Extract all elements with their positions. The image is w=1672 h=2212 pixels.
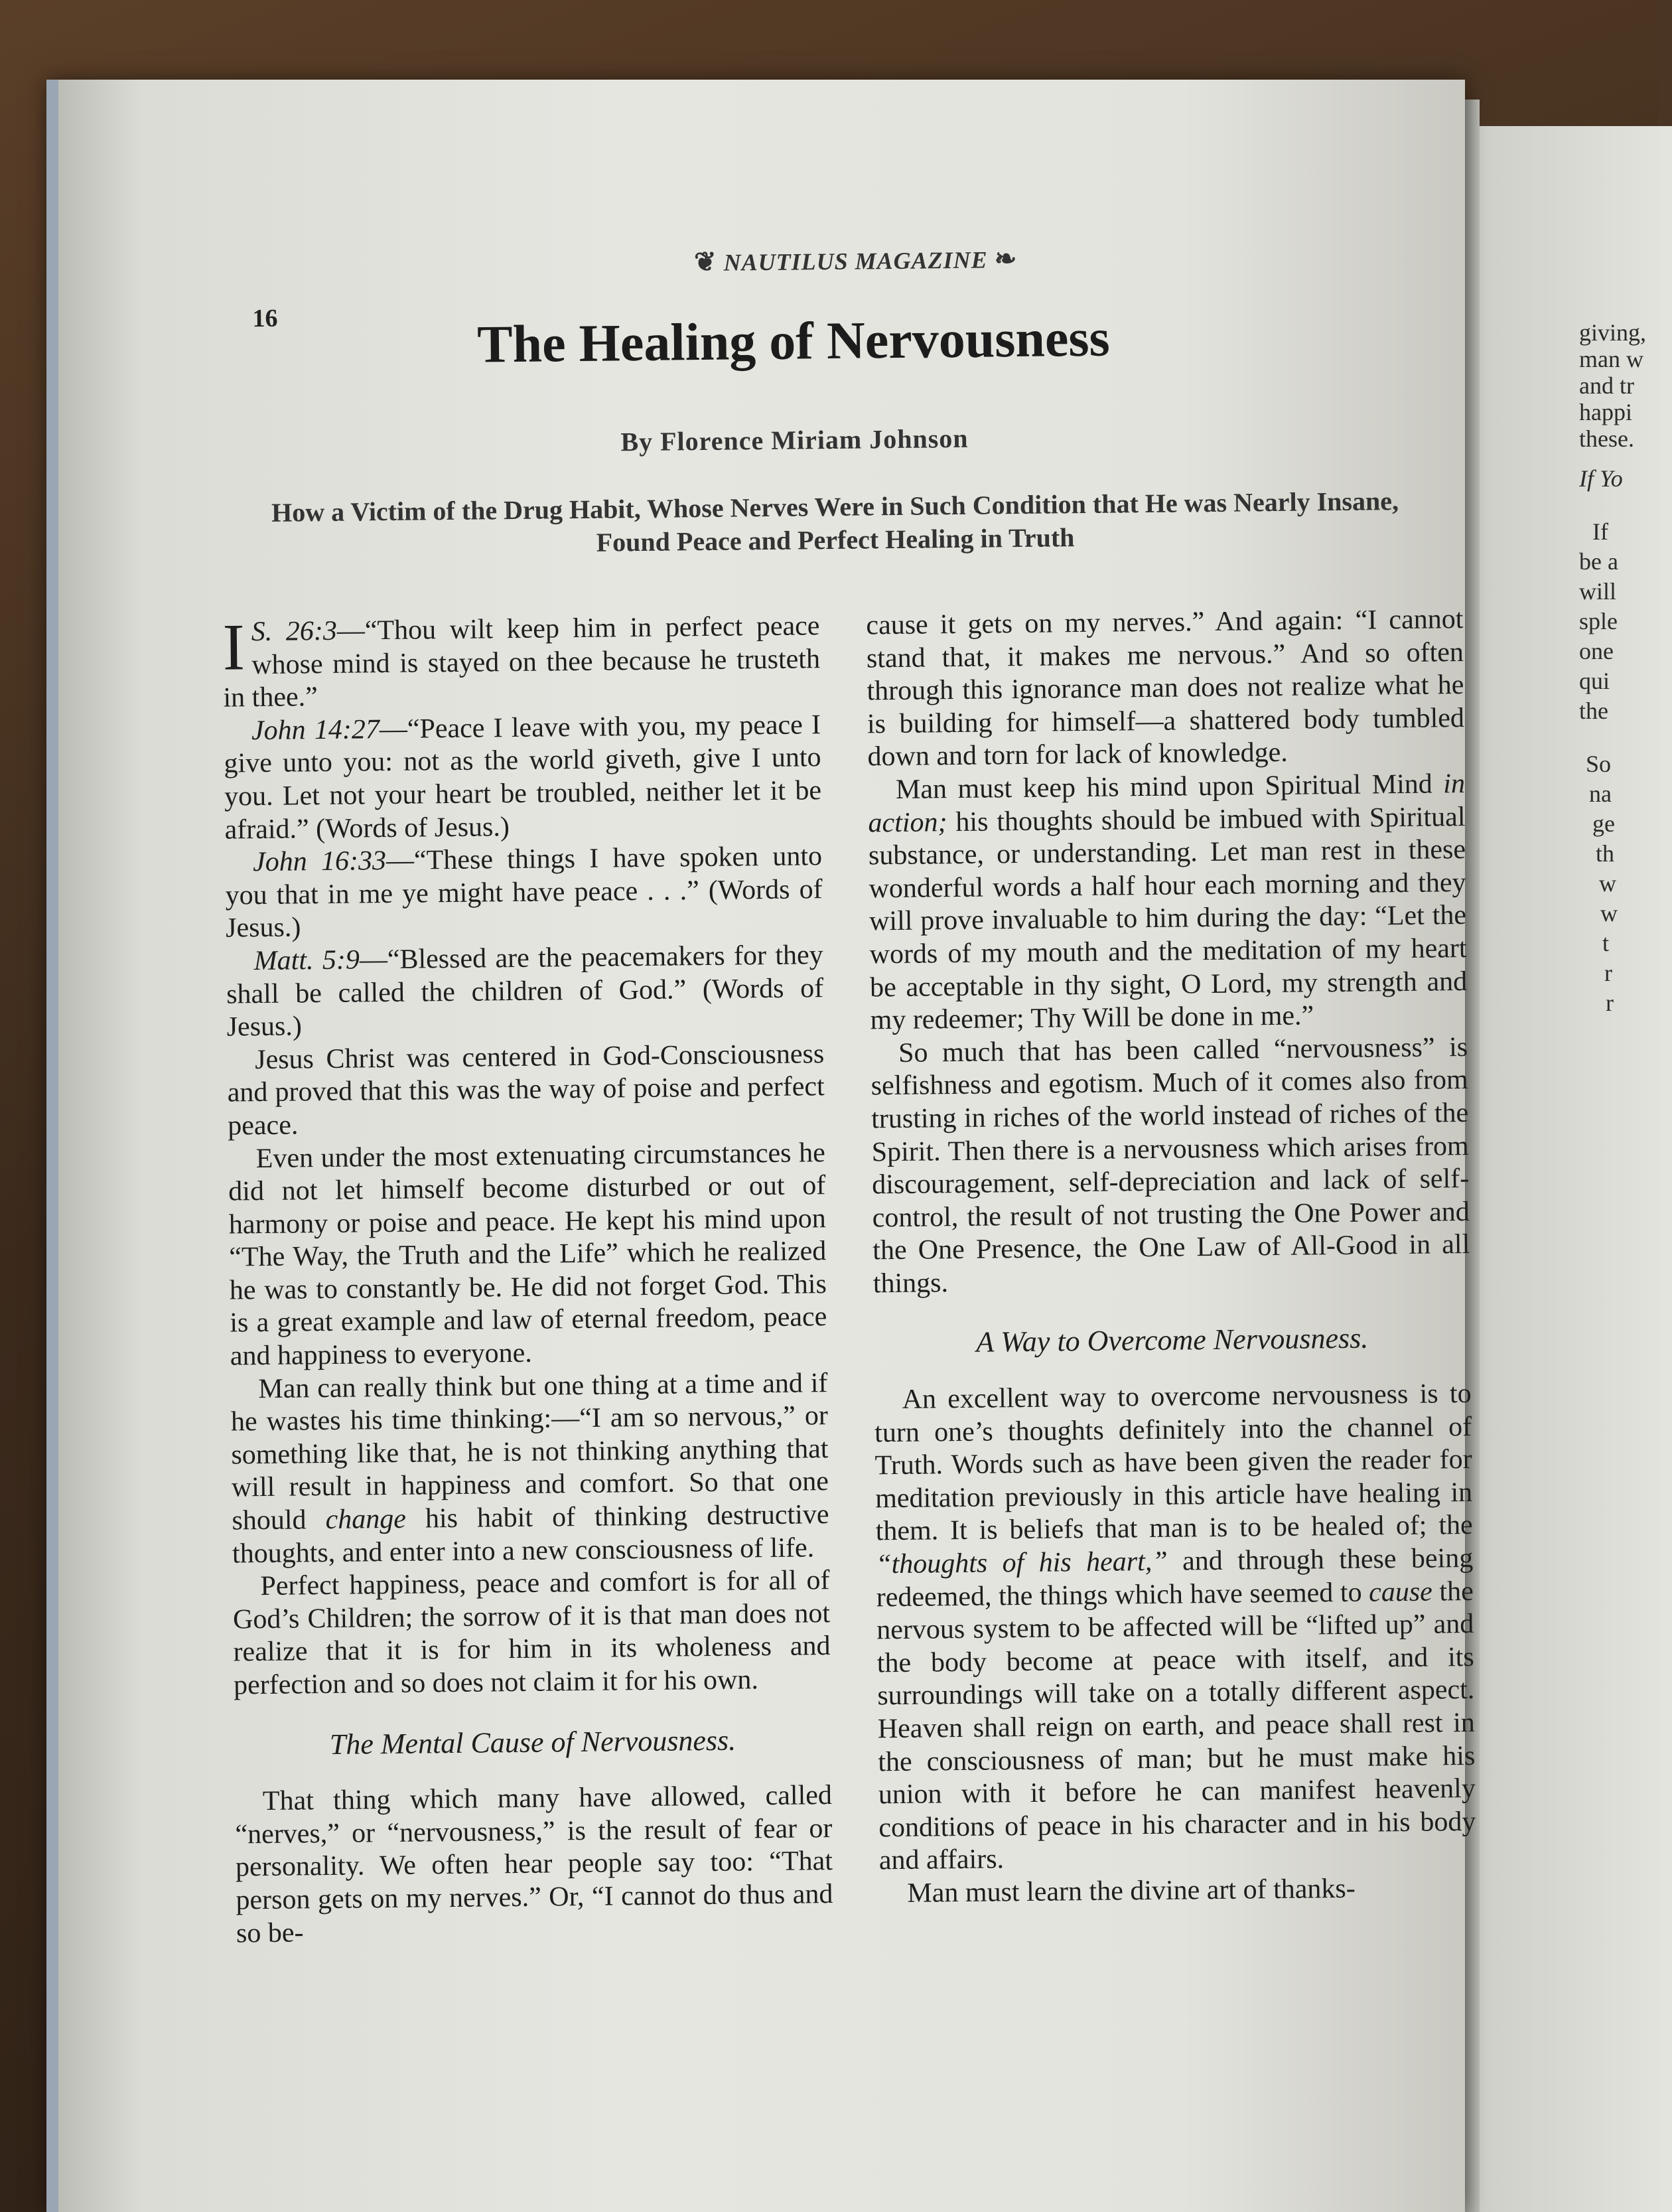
- emphasis: in action;: [868, 768, 1466, 838]
- section-heading: The Mental Cause of Nervousness.: [329, 1724, 736, 1761]
- text-run: and through these being redeemed, the things which have seemed to: [876, 1542, 1474, 1613]
- magazine-page: [46, 80, 1476, 2212]
- next-page-fragment: If: [1592, 518, 1608, 545]
- next-page-fragment: If Yo: [1579, 465, 1623, 492]
- quote-text: —“Thou wilt keep him in perfect peace whose mind is stayed on thee because he trusteth in thee.”: [223, 611, 821, 713]
- paragraph: [874, 1378, 1476, 1878]
- next-page-fragment: So: [1586, 751, 1612, 777]
- next-page-fragment: na: [1589, 780, 1612, 807]
- next-page-fragment: and tr: [1579, 372, 1634, 399]
- quote-text: —“These things I have spoken unto you that in me ye might have peace . . .” (Words of Jesus.): [225, 841, 823, 944]
- emphasis: change: [325, 1503, 407, 1536]
- magazine-name: NAUTILUS MAGAZINE: [723, 246, 988, 276]
- next-page-fragment: th: [1596, 840, 1615, 867]
- article-subtitle: How a Victim of the Drug Habit, Whose Nerves Were in Such Condition that He was Nearly Insane, Found Peace and Perfect Healing in Truth: [271, 486, 1399, 557]
- next-page-fragment: r: [1604, 960, 1612, 986]
- text-run: Man must keep his mind upon Spiritual Mind: [895, 769, 1444, 805]
- quote-john-14: [224, 709, 822, 847]
- page-content: [131, 145, 1476, 2203]
- emphasis: “thoughts of his heart,”: [875, 1546, 1168, 1580]
- paragraph: Man must learn the divine art of thanks-: [907, 1873, 1356, 1909]
- next-page-fragment: qui: [1579, 668, 1610, 694]
- next-page-fragment: sple: [1579, 608, 1618, 634]
- paragraph: Jesus Christ was centered in God-Consciousness and proved that this was the way of poise and perfect peace.: [227, 1038, 825, 1142]
- next-page-fragment: t: [1602, 930, 1610, 956]
- quote-text: —“Blessed are the peacemakers for they shall be called the children of God.” (Words of Jesus.): [226, 940, 824, 1043]
- quote-reference: Matt. 5:9: [253, 944, 360, 977]
- quote-text: —“Peace I leave with you, my peace I give unto you: not as the world giveth, give I unto you. Let not your heart be troubled, neither let it be afraid.” (Words of Jesus.): [224, 709, 822, 846]
- drop-cap: I: [222, 610, 245, 684]
- next-page-fragment: one: [1579, 638, 1614, 664]
- next-page-fragment: these.: [1579, 425, 1634, 452]
- paragraph: That thing which many have allowed, called “nerves,” or “nervousness,” is the result of fear or personality. We often hear people say too: “That person gets on my nerves.” Or, “I cannot do thus and so be-: [235, 1780, 833, 1949]
- quote-isaiah: [222, 610, 821, 715]
- text-run: An excellent way to overcome nervousness is to turn one’s thoughts definitely into the channel of Truth. Words such as have been given the reader for meditation previously in this article have healing in them. It is beliefs that man is to be healed of; the: [874, 1378, 1473, 1547]
- text-run: Man can really think but one thing at a time and if he wastes his time thinking:—“I am so nervous,” or something like that, he is not thinking anything that will result in happiness and comfort. So that one should: [230, 1367, 829, 1536]
- quote-matthew: [226, 939, 824, 1044]
- paragraph: [230, 1367, 829, 1571]
- article-byline: By Florence Miriam Johnson: [620, 423, 969, 457]
- next-page-fragment: w: [1600, 900, 1618, 926]
- quote-reference: S. 26:3: [251, 615, 338, 648]
- next-page-fragment: will: [1579, 578, 1617, 605]
- paragraph: Perfect happiness, peace and comfort is for all of God’s Children; the sorrow of it is that man does not realize that it is for him in its wholeness and perfection and so does not claim it for his own.: [232, 1565, 831, 1701]
- ornament-left-icon: ❦: [693, 246, 717, 277]
- next-page-fragment: the: [1579, 698, 1608, 724]
- quote-reference: John 16:33: [252, 846, 387, 878]
- quote-reference: John 14:27: [251, 713, 380, 746]
- paragraph: cause it gets on my nerves.” And again: “I cannot stand that, it makes me nervous.” And so often through this ignorance man does not realize what he is building for himself—a shattered body tumbled down and torn for lack of knowledge.: [866, 604, 1465, 773]
- section-heading: A Way to Overcome Nervousness.: [975, 1322, 1369, 1359]
- paragraph: [868, 768, 1468, 1037]
- next-page-fragment: ge: [1592, 810, 1615, 837]
- next-page-fragment: happi: [1579, 399, 1632, 425]
- right-column: [866, 603, 1476, 1911]
- quote-john-16: [225, 840, 823, 945]
- next-page-edge: [1480, 126, 1672, 2212]
- next-page-fragment: man w: [1579, 346, 1643, 372]
- text-run: his thoughts should be imbued with Spiritual substance, or understanding. Let man rest in these wonderful words a half hour each morning and they will prove invaluable to him during the day: “Let the words of my mouth and the meditation of my heart be acceptable in thy sight, O Lord, my strength and my redeemer; Thy Will be done in me.”: [868, 801, 1468, 1036]
- next-page-fragment: w: [1599, 870, 1616, 897]
- emphasis: cause: [1368, 1576, 1433, 1608]
- paragraph: Even under the most extenuating circumstances he did not let himself become disturbed or out of harmony or poise and peace. He kept his mind upon “The Way, the Truth and the Life” which he realized he was to constantly be. He did not forget God. This is a great example and law of eternal freedom, peace and happiness to everyone.: [228, 1137, 827, 1372]
- next-page-fragment: be a: [1579, 548, 1618, 575]
- left-column: [222, 610, 833, 1950]
- article-title: The Healing of Nervousness: [476, 309, 1111, 374]
- paragraph: So much that has been called “nervousness” is selfishness and egotism. Much of it comes also from trusting in riches of the world instead of riches of the Spirit. Then there is a nervousness which arises from discouragement, self-depreciation and lack of self-control, the result of not trusting the One Power and the One Presence, the One Law of All-Good in all things.: [871, 1031, 1470, 1299]
- page-number: 16: [252, 304, 278, 333]
- ornament-right-icon: ❧: [994, 244, 1018, 274]
- text-run: the nervous system to be affected will be “lifted up” and the body become at peace with itself, and its surroundings will take on a totally different aspect. Heaven shall reign on earth, and peace shall rest in the consciousness of man; but he must make his union with it before he can manifest heavenly conditions of peace in his character and in his body and affairs.: [876, 1576, 1476, 1876]
- running-header: [603, 242, 1107, 279]
- text-run: his habit of thinking destructive thoughts, and enter into a new consciousness of life.: [232, 1499, 829, 1570]
- next-page-fragment: r: [1606, 990, 1614, 1016]
- next-page-fragment: giving,: [1579, 319, 1647, 346]
